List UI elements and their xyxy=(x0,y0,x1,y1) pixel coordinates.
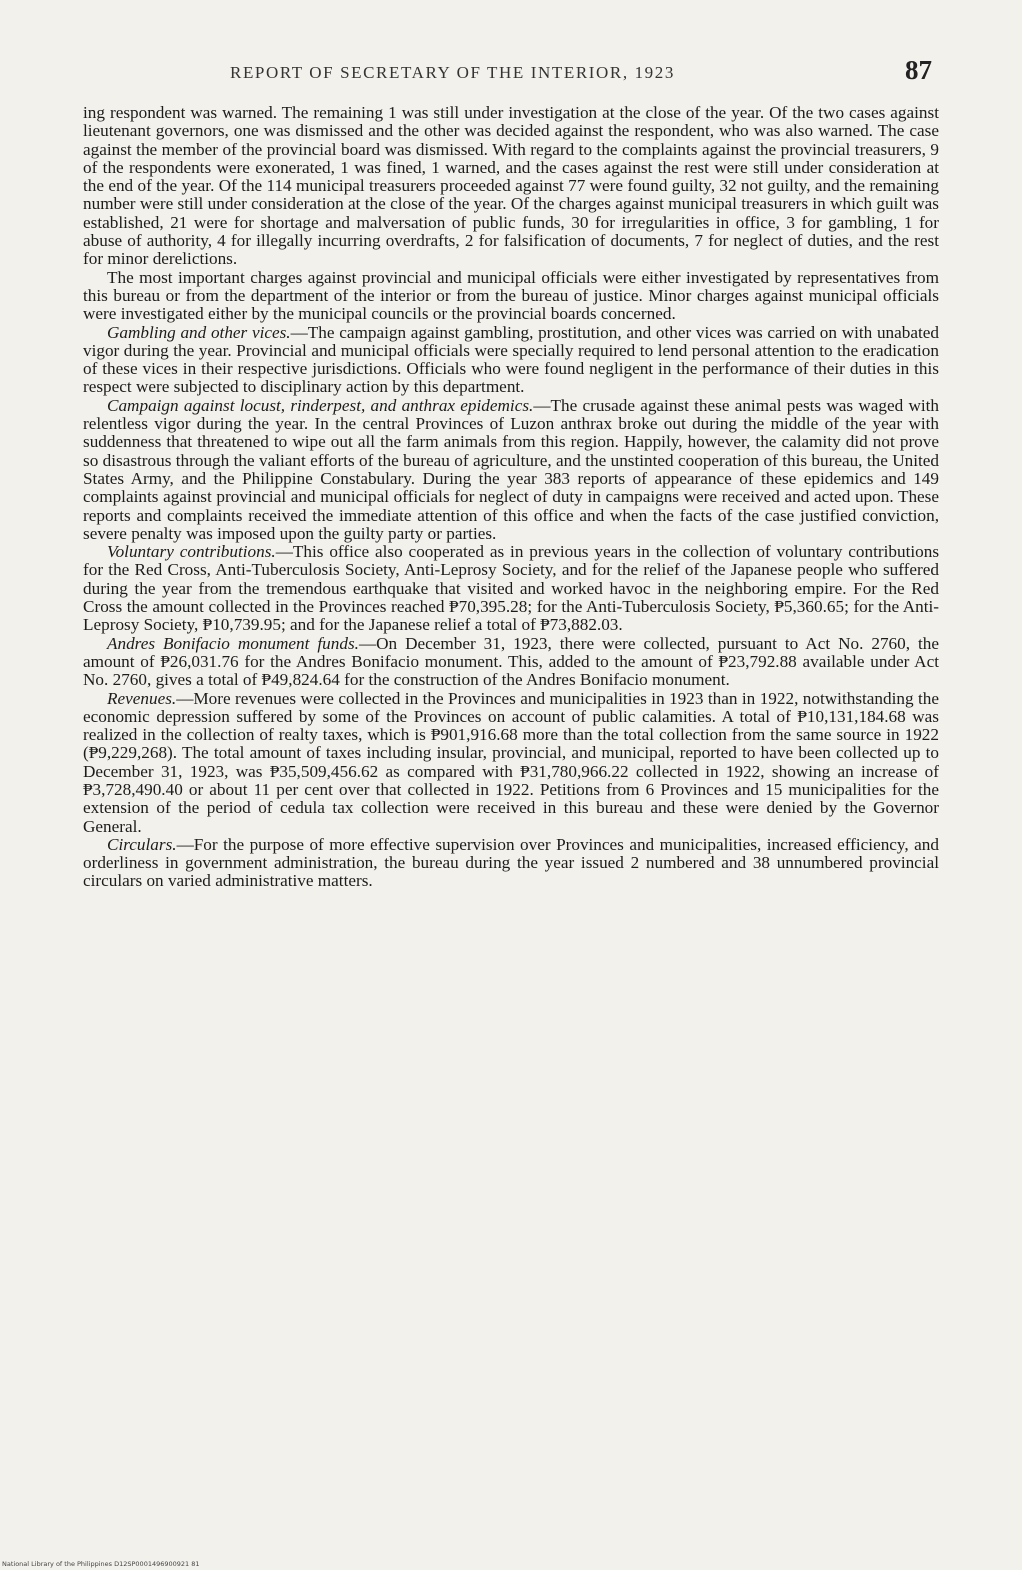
body-text xyxy=(83,104,939,891)
section-heading: Andres Bonifacio monument funds. xyxy=(107,633,359,653)
paragraph-charges xyxy=(83,269,939,324)
library-credit: National Library of the Philippines D12SP0001496900921 81 xyxy=(2,1560,200,1568)
paragraph-monument: Andres Bonifacio monument funds.—On December 31, 1923, there were collected, pursuant to Act No. 2760, the amount of ₱26,031.76 for the Andres Bonifacio monument. This, added to the amount of ₱23,792.88 available under Act No. 2760, gives a total of ₱49,824.64 for the construction of the Andres Bonifacio monument. xyxy=(83,633,939,690)
paragraph-text: The most important charges against provincial and municipal officials were either investigated by representatives from this bureau or from the department of the interior or from the bureau of justice. Minor charges against municipal officials were investigated either by the municipal councils or the provincial boards concerned. xyxy=(83,267,939,324)
section-heading: Campaign against locust, rinderpest, and anthrax epidemics. xyxy=(107,395,534,415)
paragraph-epidemics: Campaign against locust, rinderpest, and anthrax epidemics.—The crusade against these animal pests was waged with relentless vigor during the year. In the central Provinces of Luzon anthrax broke out during the middle of the year with suddenness that threatened to wipe out all the farm animals from this region. Happily, however, the calamity did not prove so disastrous through the valiant efforts of the bureau of agriculture, and the unstinted cooperation of this bureau, the United States Army, and the Philippine Constabulary. During the year 383 reports of appearance of these epidemics and 149 complaints against provincial and municipal officials for neglect of duty in campaigns were received and acted upon. These reports and complaints received the immediate attention of this office and when the facts of the case justified conviction, severe penalty was imposed upon the guilty party or parties. xyxy=(83,395,939,543)
paragraph-text: The campaign against gambling, prostitution, and other vices was carried on with unabated vigor during the year. Provincial and municipal officials were specially required to lend personal attention to the eradication of these vices in their respective jurisdictions. Officials who were found negligent in the performance of their duties in this respect were subjected to disciplinary action by this department. xyxy=(83,322,939,397)
paragraph-text: The crusade against these animal pests was waged with relentless vigor during the year. In the central Provinces of Luzon anthrax broke out during the middle of the year with suddenness that threatened to wipe out all the farm animals from this region. Happily, however, the calamity did not prove so disastrous through the valiant efforts of the bureau of agriculture, and the unstinted cooperation of this bureau, the United States Army, and the Philippine Constabulary. During the year 383 reports of appearance of these epidemics and 149 complaints against provincial and municipal officials for neglect of duty in campaigns were received and acted upon. These reports and complaints received the immediate attention of this office and when the facts of the case justified conviction, severe penalty was imposed upon the guilty party or parties. xyxy=(83,395,939,543)
paragraph-text: ing respondent was warned. The remaining 1 was still under investigation at the close of the year. Of the two cases against lieutenant governors, one was dismissed and the other was decided against the respondent, who was also warned. The case against the member of the provincial board was dismissed. With regard to the complaints against the provincial treasurers, 9 of the respondents were exonerated, 1 was fined, 1 warned, and the cases against the rest were still under consideration at the end of the year. Of the 114 municipal treasurers proceeded against 77 were found guilty, 32 not guilty, and the remaining number were still under consideration at the close of the year. Of the charges against municipal treasurers in which guilt was established, 21 were for shortage and malversation of public funds, 30 for irregularities in office, 3 for gambling, 1 for abuse of authority, 4 for illegally incurring overdrafts, 2 for falsification of documents, 7 for neglect of duties, and the rest for minor derelictions. xyxy=(83,103,939,269)
paragraph-continuation xyxy=(83,104,939,269)
running-header xyxy=(85,55,940,95)
page-number: 87 xyxy=(905,55,932,85)
paragraph-text: This office also cooperated as in previous years in the collection of voluntary contributions for the Red Cross, Anti-Tuberculosis Society, Anti-Leprosy Society, and for the relief of the Japanese people who suffered during the year from the tremendous earthquake that visited and worked havoc in the neighboring empire. For the Red Cross the amount collected in the Provinces reached ₱70,395.28; for the Anti-Tuberculosis Society, ₱5,360.65; for the Anti-Leprosy Society, ₱10,739.95; and for the Japanese relief a total of ₱73,882.03. xyxy=(83,542,940,635)
paragraph-text: More revenues were collected in the Provinces and municipalities in 1923 than in 1922, notwithstanding the economic depression suffered by some of the Provinces on account of public calamities. A total of ₱10,131,184.68 was realized in the collection of realty taxes, which is ₱901,916.68 more than the total collection from the same source in 1922 (₱9,229,268). The total amount of taxes including insular, provincial, and municipal, reported to have been collected up to December 31, 1923, was ₱35,509,456.62 as compared with ₱31,780,966.22 collected in 1922, showing an increase of ₱3,728,490.40 or about 11 per cent over that collected in 1922. Petitions from 6 Provinces and 15 municipalities for the extension of the period of cedula tax collection were received in this bureau and these were denied by the Governor General. xyxy=(83,688,939,836)
section-heading: Gambling and other vices. xyxy=(107,322,291,342)
running-title: REPORT OF SECRETARY OF THE INTERIOR, 1923 xyxy=(230,63,675,82)
paragraph-contributions: Voluntary contributions.—This office also cooperated as in previous years in the collection of voluntary contributions for the Red Cross, Anti-Tuberculosis Society, Anti-Leprosy Society, and for the relief of the Japanese people who suffered during the year from the tremendous earthquake that visited and worked havoc in the neighboring empire. For the Red Cross the amount collected in the Provinces reached ₱70,395.28; for the Anti-Tuberculosis Society, ₱5,360.65; for the Anti-Leprosy Society, ₱10,739.95; and for the Japanese relief a total of ₱73,882.03. xyxy=(83,542,940,635)
section-heading: Circulars. xyxy=(107,834,177,854)
section-heading: Voluntary contributions. xyxy=(107,542,276,562)
paragraph-text: On December 31, 1923, there were collected, pursuant to Act No. 2760, the amount of ₱26,031.76 for the Andres Bonifacio monument. This, added to the amount of ₱23,792.88 available under Act No. 2760, gives a total of ₱49,824.64 for the construction of the Andres Bonifacio monument. xyxy=(83,633,939,690)
paragraph-circulars: Circulars.—For the purpose of more effective supervision over Provinces and municipalities, increased efficiency, and orderliness in government administration, the bureau during the year issued 2 numbered and 38 unnumbered provincial circulars on varied administrative matters. xyxy=(83,834,939,891)
section-heading: Revenues. xyxy=(107,688,177,708)
paragraph-revenues: Revenues.—More revenues were collected in the Provinces and municipalities in 1923 than in 1922, notwithstanding the economic depression suffered by some of the Provinces on account of public calamities. A total of ₱10,131,184.68 was realized in the collection of realty taxes, which is ₱901,916.68 more than the total collection from the same source in 1922 (₱9,229,268). The total amount of taxes including insular, provincial, and municipal, reported to have been collected up to December 31, 1923, was ₱35,509,456.62 as compared with ₱31,780,966.22 collected in 1922, showing an increase of ₱3,728,490.40 or about 11 per cent over that collected in 1922. Petitions from 6 Provinces and 15 municipalities for the extension of the period of cedula tax collection were received in this bureau and these were denied by the Governor General. xyxy=(83,688,939,836)
paragraph-gambling: Gambling and other vices.—The campaign against gambling, prostitution, and other vices was carried on with unabated vigor during the year. Provincial and municipal officials were specially required to lend personal attention to the eradication of these vices in their respective jurisdictions. Officials who were found negligent in the performance of their duties in this respect were subjected to disciplinary action by this department. xyxy=(83,322,939,397)
paragraph-text: For the purpose of more effective supervision over Provinces and municipalities, increased efficiency, and orderliness in government administration, the bureau during the year issued 2 numbered and 38 unnumbered provincial circulars on varied administrative matters. xyxy=(83,834,939,891)
